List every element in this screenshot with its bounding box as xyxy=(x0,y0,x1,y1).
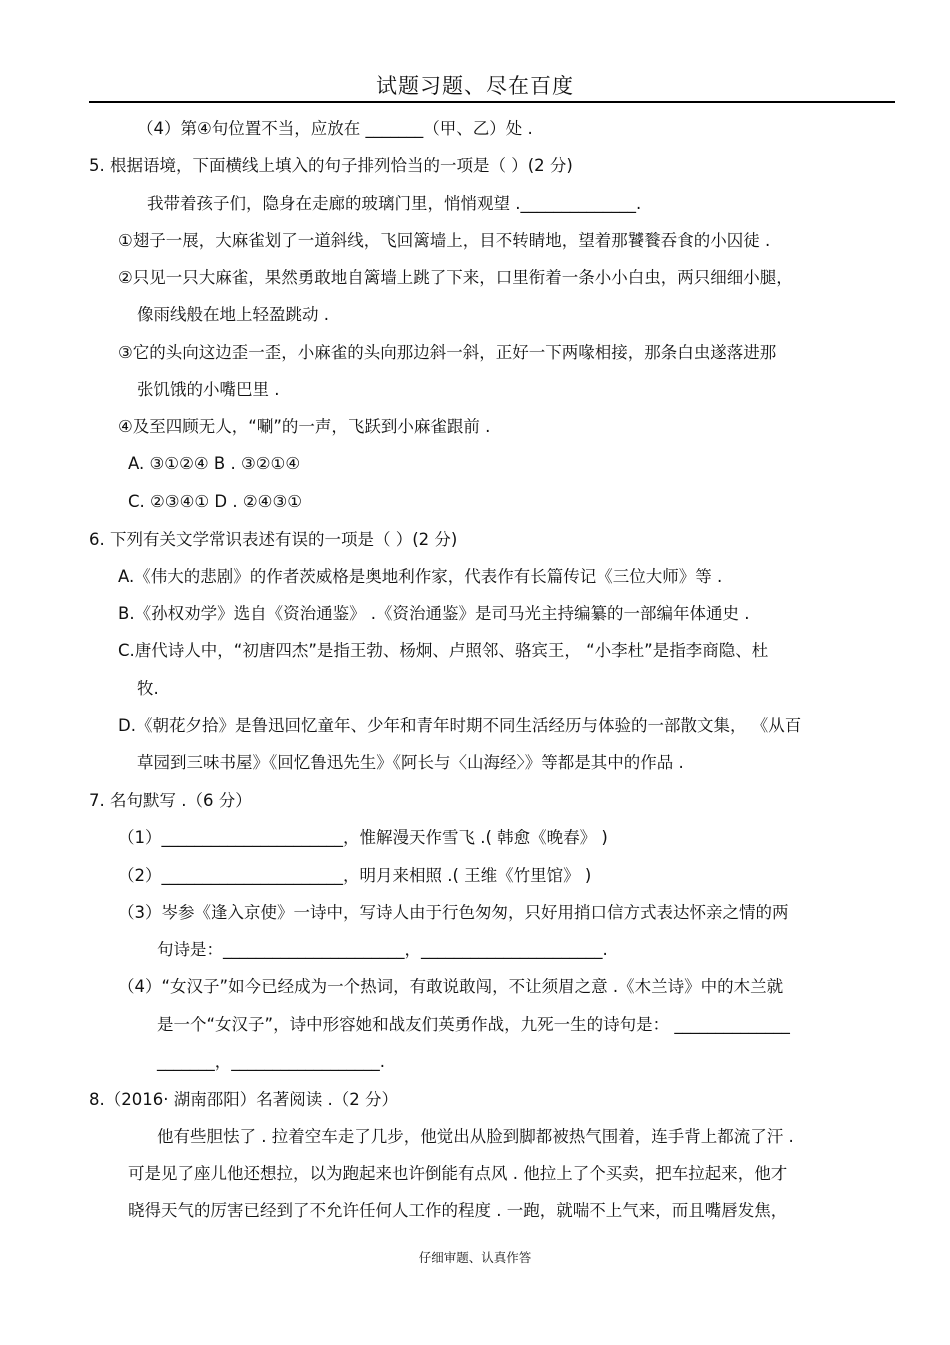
text-line: _______，__________________. xyxy=(157,1052,385,1071)
choice-line: A.《伟大的悲剧》的作者茨威格是奥地利作家，代表作有长篇传记《三位大师》等 . xyxy=(118,567,723,586)
text-line: 牧. xyxy=(137,679,159,698)
text-line: 我带着孩子们，隐身在走廊的玻璃门里，悄悄观望 .______________. xyxy=(147,194,642,213)
text-line: 他有些胆怯了 . 拉着空车走了几步，他觉出从脸到脚都被热气围着，连手背上都流了汗 . xyxy=(157,1127,794,1146)
header-rule xyxy=(89,101,895,103)
text-line: 可是见了座儿他还想拉，以为跑起来也许倒能有点风 . 他拉上了个买卖，把车拉起来，他才 xyxy=(128,1164,788,1183)
text-line: （3）岑参《逢入京使》一诗中，写诗人由于行色匆匆，只好用捎口信方式表达怀亲之情的两 xyxy=(118,903,789,922)
text-line: 是一个“女汉子”，诗中形容她和战友们英勇作战，九死一生的诗句是： ______________ xyxy=(157,1015,790,1034)
text-line: （4）第④句位置不当，应放在 _______（甲、乙）处 . xyxy=(137,119,533,138)
text-line: （4）“女汉子”如今已经成为一个热词，有敢说敢闯，不让须眉之意 .《木兰诗》中的木兰就 xyxy=(118,977,784,996)
question-8-title: 8.（2016· 湖南邵阳）名著阅读 .（2 分） xyxy=(89,1090,398,1109)
text-line: （2）______________________，明月来相照 .( 王维《竹里馆》 ) xyxy=(118,866,592,885)
text-line: ④及至四顾无人，“唰”的一声，飞跃到小麻雀跟前 . xyxy=(118,417,491,436)
question-6-title: 6. 下列有关文学常识表述有误的一项是（ ）(2 分) xyxy=(89,530,458,549)
text-line: 像雨线般在地上轻盈跳动 . xyxy=(137,305,329,324)
question-7-title: 7. 名句默写 .（6 分） xyxy=(89,791,252,810)
page-header: 试题习题、尽在百度 xyxy=(376,74,574,98)
choice-line: A. ③①②④ B . ③②①④ xyxy=(128,454,301,473)
text-line: （1）______________________，惟解漫天作雪飞 .( 韩愈《晚春》 ) xyxy=(118,828,608,847)
text-line: 句诗是：______________________，______________________. xyxy=(157,940,608,959)
question-5-title: 5. 根据语境，下面横线上填入的句子排列恰当的一项是（ ）(2 分) xyxy=(89,156,573,175)
choice-line: C.唐代诗人中，“初唐四杰”是指王勃、杨炯、卢照邻、骆宾王， “小李杜”是指李商隐、杜 xyxy=(118,641,769,660)
choice-line: C. ②③④① D . ②④③① xyxy=(128,492,303,511)
page-footer: 仔细审题、认真作答 xyxy=(418,1250,532,1265)
text-line: ②只见一只大麻雀，果然勇敢地自篱墙上跳了下来，口里衔着一条小小白虫，两只细细小腿， xyxy=(118,268,793,287)
choice-line: B.《孙权劝学》选自《资治通鉴》 .《资治通鉴》是司马光主持编纂的一部编年体通史 . xyxy=(118,604,750,623)
text-line: 草园到三味书屋》《回忆鲁迅先生》《阿长与〈山海经〉》等都是其中的作品 . xyxy=(137,753,684,772)
text-line: ③它的头向这边歪一歪，小麻雀的头向那边斜一斜，正好一下两喙相接，那条白虫遂落进那 xyxy=(118,343,777,362)
text-line: ①翅子一展，大麻雀划了一道斜线，飞回篱墙上，目不转睛地，望着那饕餮吞食的小囚徒 . xyxy=(118,231,771,250)
text-line: 晓得天气的厉害已经到了不允许任何人工作的程度 . 一跑，就喘不上气来，而且嘴唇发焦， xyxy=(128,1201,788,1220)
choice-line: D.《朝花夕拾》是鲁迅回忆童年、少年和青年时期不同生活经历与体验的一部散文集， 《从百 xyxy=(118,716,802,735)
text-line: 张饥饿的小嘴巴里 . xyxy=(137,380,280,399)
